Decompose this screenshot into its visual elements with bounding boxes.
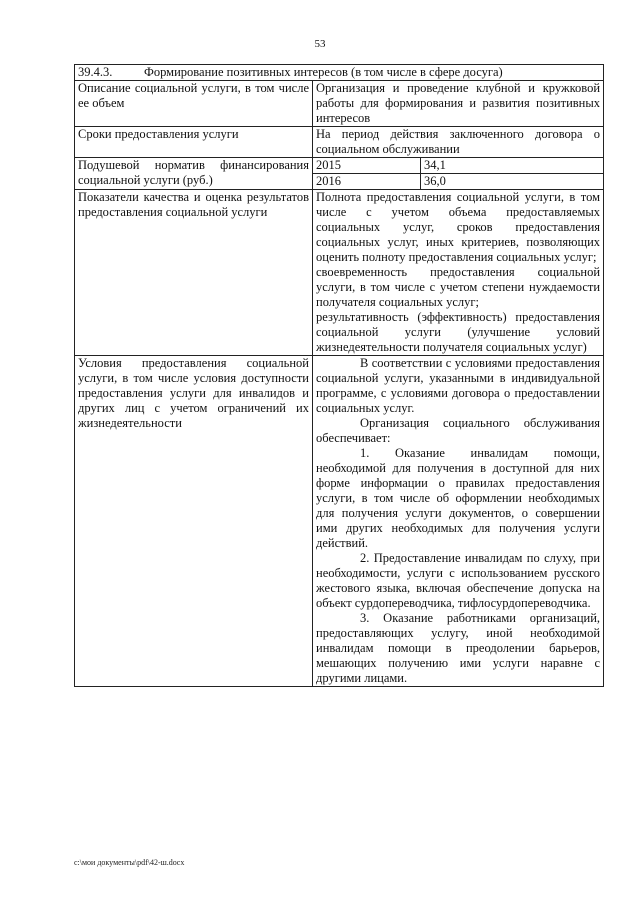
- description-value: Организация и проведение клубной и кружковой работы для формирования и развития позитивных интересов: [313, 81, 604, 127]
- normative-year: 2016: [313, 174, 421, 190]
- section-header-row: [75, 65, 604, 81]
- indicators-label: Показатели качества и оценка результатов предоставления социальной услуги: [75, 190, 313, 356]
- footer-file-path: c:\мои документы\pdf\42-ш.docx: [74, 858, 185, 867]
- description-row: [75, 81, 604, 127]
- conditions-row: [75, 356, 604, 687]
- description-label: Описание социальной услуги, в том числе ее объем: [75, 81, 313, 127]
- conditions-item: 2. Предоставление инвалидам по слуху, при необходимости, услуги с использованием русского жестового языка, включая обеспечение допуска на объект сурдопереводчика, тифлосурдопереводчика.: [316, 551, 601, 610]
- conditions-item: 1. Оказание инвалидам помощи, необходимой для получения в доступной для них форме информации о правилах предоставления услуги, в том числе об оформлении необходимых для получения услуги документов, о совершении ими других необходимых для получения услуги действий.: [316, 446, 601, 550]
- terms-value: На период действия заключенного договора о социальном обслуживании: [313, 127, 604, 158]
- page-number: 53: [314, 38, 326, 50]
- indicators-row: [75, 190, 604, 356]
- section-code: 39.4.3.: [78, 65, 113, 79]
- conditions-item: 3. Оказание работниками организаций, предоставляющих услугу, иной необходимой инвалидам помощи в преодолении барьеров, мешающих получению ими услуги наравне с другими лицами.: [316, 611, 601, 685]
- service-table: [74, 64, 604, 687]
- indicators-value: [313, 190, 604, 356]
- normative-label: Подушевой норматив финансирования социальной услуги (руб.): [75, 158, 313, 190]
- conditions-intro: В соответствии с условиями предоставления социальной услуги, указанными в индивидуальной программе, с условиями договора о предоставлении социальных услуг.: [316, 356, 601, 415]
- indicators-paragraph: результативность (эффективность) предоставления социальной услуги (улучшение условий жизнедеятельности получателя социальных услуг): [316, 310, 601, 354]
- conditions-lead: Организация социального обслуживания обеспечивает:: [316, 416, 601, 445]
- normative-amount: 36,0: [421, 174, 604, 190]
- terms-row: [75, 127, 604, 158]
- indicators-paragraph: своевременность предоставления социальной услуги, в том числе с учетом степени нуждаемости получателя социальных услуг;: [316, 265, 601, 309]
- normative-row-2015: [75, 158, 604, 174]
- indicators-paragraph: Полнота предоставления социальной услуги, в том числе с учетом объема предоставляемых социальных услуг, сроков предоставления социальных услуг, иных критериев, позволяющих оценить полноту предоставления социальных услуг;: [316, 190, 601, 264]
- section-title: Формирование позитивных интересов (в том числе в сфере досуга): [144, 65, 503, 79]
- terms-label: Сроки предоставления услуги: [75, 127, 313, 158]
- conditions-value: [313, 356, 604, 687]
- normative-year: 2015: [313, 158, 421, 174]
- section-header: [75, 65, 604, 81]
- conditions-label: Условия предоставления социальной услуги, в том числе условия доступности предоставления услуги для инвалидов и других лиц с учетом ограничений их жизнедеятельности: [75, 356, 313, 687]
- normative-amount: 34,1: [421, 158, 604, 174]
